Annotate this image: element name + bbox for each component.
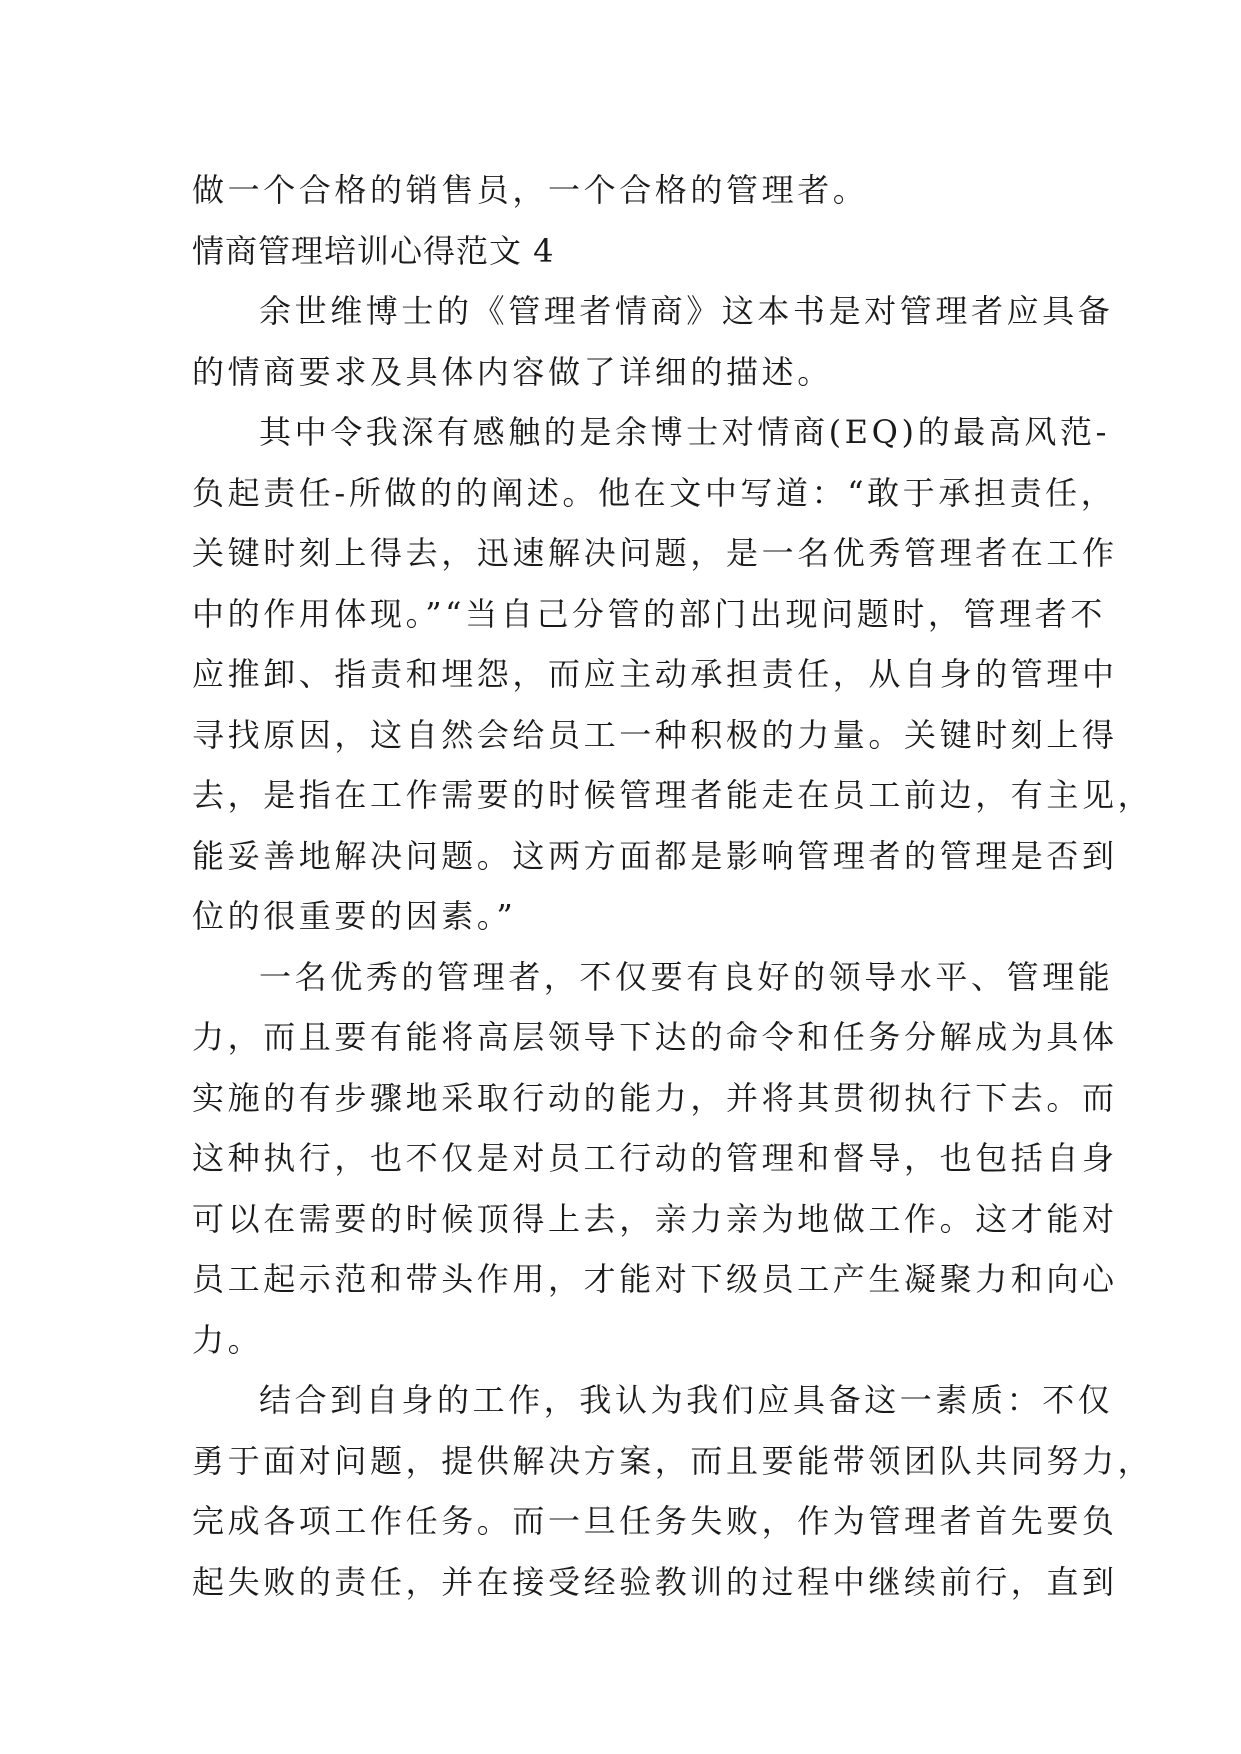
text-line: 中的作用体现。”“当自己分管的部门出现问题时，管理者不 (192, 594, 1106, 633)
text-line: 结合到自身的工作，我认为我们应具备这一素质：不仅 (259, 1381, 1114, 1419)
text-line: 做一个合格的销售员，一个合格的管理者。 (192, 171, 869, 209)
text-line: 负起责任-所做的的阐述。他在文中写道：“敢于承担责任， (192, 473, 1117, 512)
text-line: 应推卸、指责和埋怨，而应主动承担责任，从自身的管理中 (192, 655, 1118, 693)
text-line: 实施的有步骤地采取行动的能力，并将其贯彻执行下去。而 (192, 1078, 1118, 1117)
text-line: 可以在需要的时候顶得上去，亲力亲为地做工作。这才能对 (192, 1199, 1118, 1238)
text-line: 力，而且要有能将高层领导下达的命令和任务分解成为具体 (192, 1018, 1118, 1056)
text-line: 余世维博士的《管理者情商》这本书是对管理者应具备 (259, 292, 1114, 330)
text-line: 这种执行，也不仅是对员工行动的管理和督导，也包括自身 (192, 1139, 1118, 1177)
text-line: 其中令我深有感触的是余博士对情商(EQ)的最高风范- (259, 413, 1110, 451)
text-line: 一名优秀的管理者，不仅要有良好的领导水平、管理能 (259, 957, 1114, 996)
text-line: 关键时刻上得去，迅速解决问题，是一名优秀管理者在工作 (192, 534, 1118, 572)
text-line: 勇于面对问题，提供解决方案，而且要能带领团队共同努力， (192, 1441, 1154, 1480)
text-line: 能妥善地解决问题。这两方面都是影响管理者的管理是否到 (192, 836, 1118, 875)
section-heading: 情商管理培训心得范文 4 (192, 231, 555, 270)
document-page (192, 160, 1154, 1612)
text-line: 位的很重要的因素。” (192, 897, 517, 935)
text-line: 起失败的责任，并在接受经验教训的过程中继续前行，直到 (192, 1562, 1118, 1601)
text-line: 寻找原因，这自然会给员工一种积极的力量。关键时刻上得 (192, 715, 1118, 754)
text-line: 去，是指在工作需要的时候管理者能走在员工前边，有主见， (192, 776, 1154, 814)
text-line: 力。 (192, 1320, 264, 1359)
text-line: 的情商要求及具体内容做了详细的描述。 (192, 352, 833, 391)
text-line: 完成各项工作任务。而一旦任务失败，作为管理者首先要负 (192, 1502, 1118, 1540)
text-line: 员工起示范和带头作用，才能对下级员工产生凝聚力和向心 (192, 1260, 1118, 1298)
